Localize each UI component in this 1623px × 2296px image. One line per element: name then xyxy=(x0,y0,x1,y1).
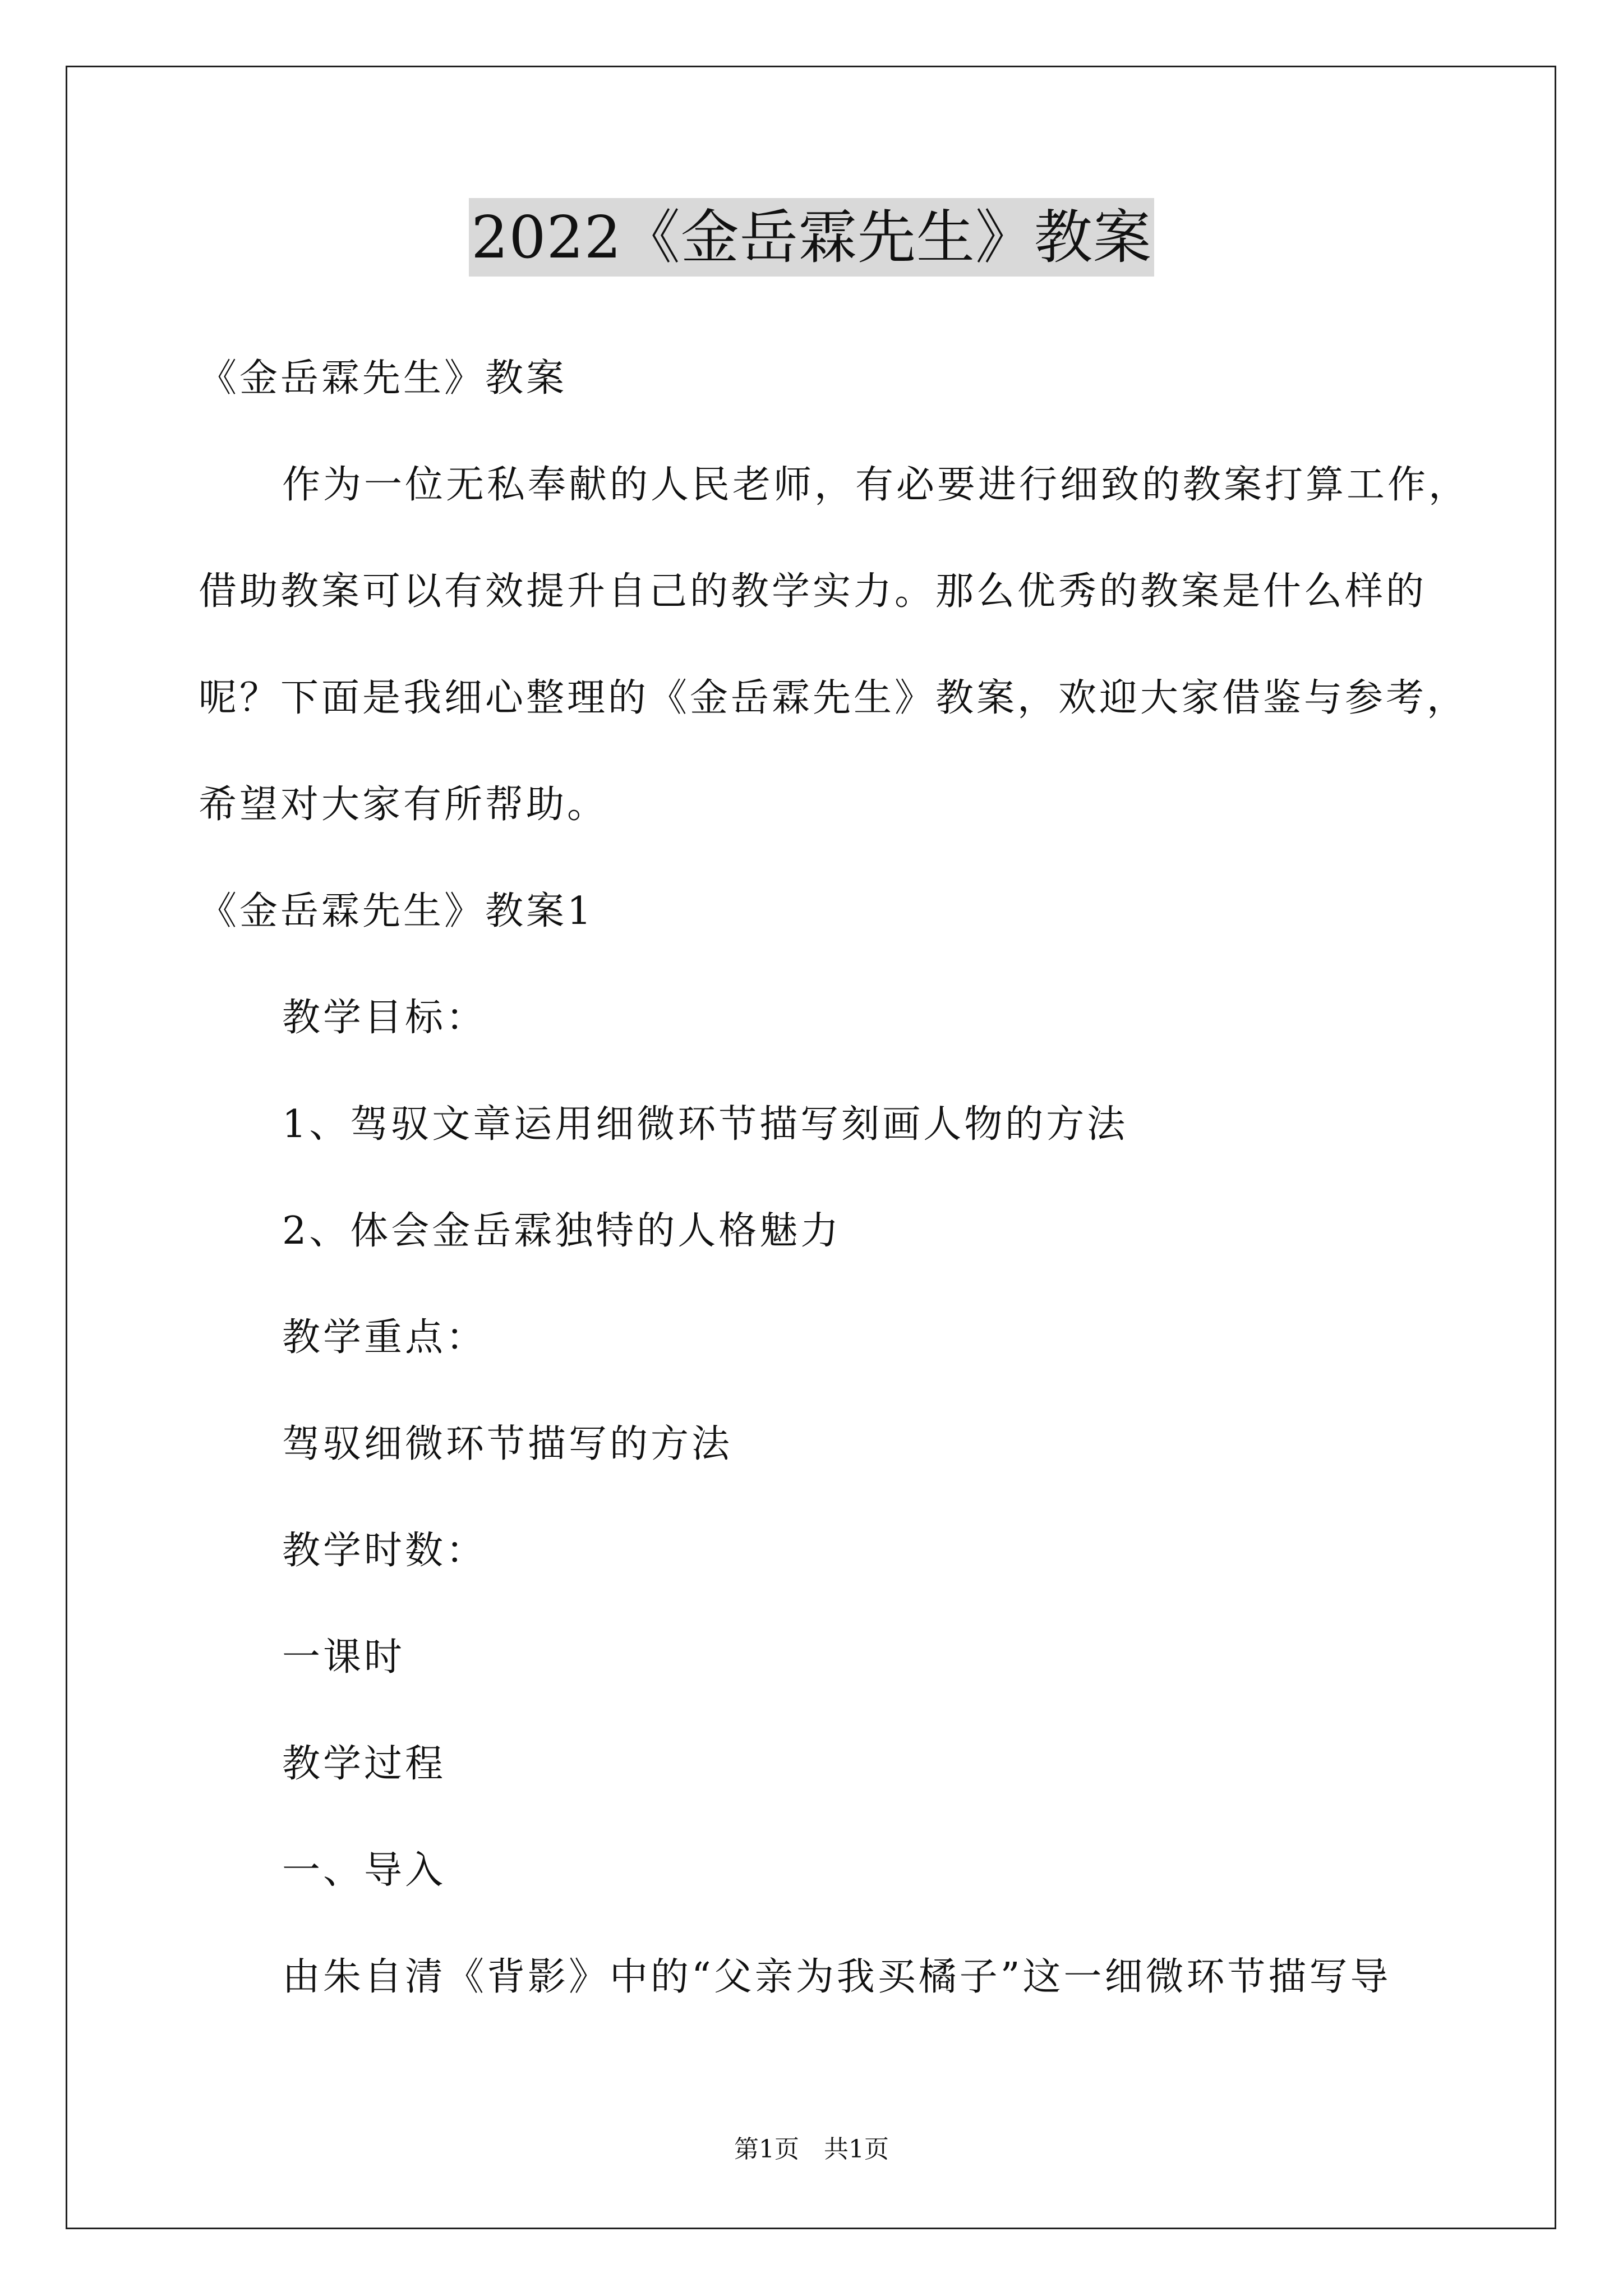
intro-line-4: 希望对大家有所帮助。 xyxy=(199,783,608,827)
intro-line-2: 借助教案可以有效提升自己的教学实力。那么优秀的教案是什么样的 xyxy=(199,569,1427,614)
body-line: 教学过程 xyxy=(282,1742,446,1786)
body-line: 驾驭细微环节描写的方法 xyxy=(282,1422,733,1466)
body-line: 由朱自清《背影》中的“父亲为我买橘子”这一细微环节描写导 xyxy=(282,1955,1391,1999)
intro-line-3: 呢？下面是我细心整理的《金岳霖先生》教案，欢迎大家借鉴与参考， xyxy=(199,676,1468,720)
section-heading: 《金岳霖先生》教案1 xyxy=(199,889,594,933)
document-title: 2022《金岳霖先生》教案 xyxy=(469,198,1154,277)
body-line: 教学目标： xyxy=(282,996,487,1040)
body-line: 1、驾驭文章运用细微环节描写刻画人物的方法 xyxy=(282,1102,1128,1147)
body-line: 一课时 xyxy=(282,1635,405,1680)
body-line: 教学重点： xyxy=(282,1315,487,1360)
intro-line-1: 作为一位无私奉献的人民老师，有必要进行细致的教案打算工作， xyxy=(282,463,1470,507)
body-line: 教学时数： xyxy=(282,1529,487,1573)
title-container xyxy=(0,198,1623,277)
page-footer: 第1页 共1页 xyxy=(734,2135,889,2164)
body-line: 一、导入 xyxy=(282,1848,446,1893)
document-heading: 《金岳霖先生》教案 xyxy=(199,356,568,401)
body-line: 2、体会金岳霖独特的人格魅力 xyxy=(282,1209,842,1253)
